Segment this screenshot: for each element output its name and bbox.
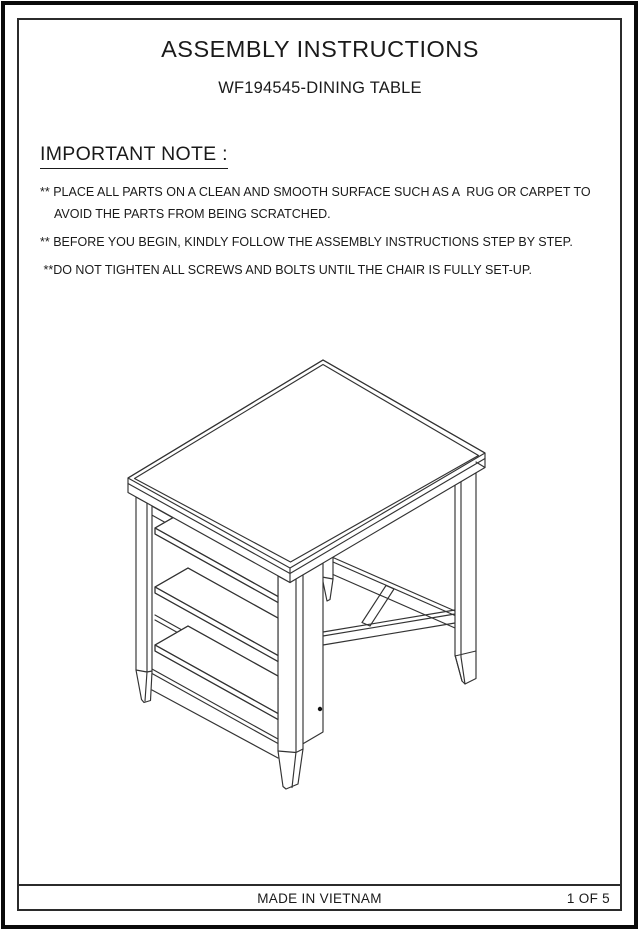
dining-table-diagram — [100, 348, 510, 810]
note-item: ** PLACE ALL PARTS ON A CLEAN AND SMOOTH SURFACE SUCH AS A RUG OR CARPET TO AVOID THE PARTS FROM BEING SCRATCHED. — [40, 185, 594, 221]
table-isometric-drawing — [100, 348, 510, 810]
page-title: ASSEMBLY INSTRUCTIONS — [161, 36, 479, 62]
note-item: **DO NOT TIGHTEN ALL SCREWS AND BOLTS UNTIL THE CHAIR IS FULLY SET-UP. — [40, 263, 533, 277]
footer-bar — [17, 884, 622, 911]
product-code-subtitle: WF194545-DINING TABLE — [218, 79, 422, 97]
important-note-list — [40, 181, 600, 281]
table-front-leg — [278, 575, 303, 790]
important-note-heading: IMPORTANT NOTE : — [40, 143, 228, 169]
made-in-label: MADE IN VIETNAM — [257, 891, 382, 906]
page-number: 1 OF 5 — [566, 891, 610, 906]
screw-hole — [318, 707, 322, 711]
note-item: ** BEFORE YOU BEGIN, KINDLY FOLLOW THE ASSEMBLY INSTRUCTIONS STEP BY STEP. — [40, 235, 573, 249]
